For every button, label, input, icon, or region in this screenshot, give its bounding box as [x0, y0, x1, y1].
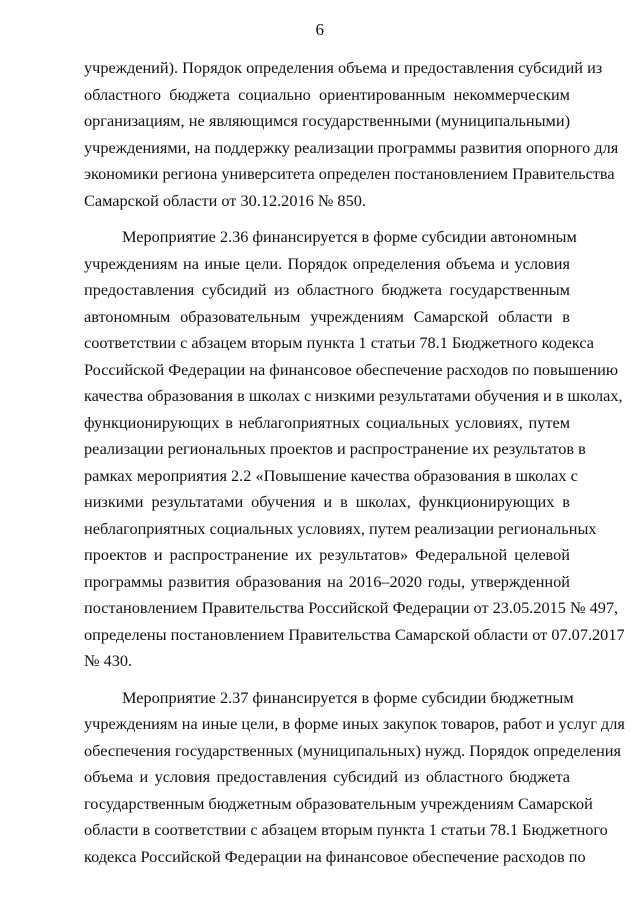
text-line: организациям, не являющимся государственными (муниципальными) — [84, 111, 570, 130]
text-line: № 430. — [84, 651, 133, 670]
text-line: Мероприятие 2.36 финансируется в форме субсидии автономным — [122, 227, 577, 246]
text-line: программы развития образования на 2016–2020 годы, утвержденной — [84, 571, 570, 591]
text-line: учреждениями, на поддержку реализации программы развития опорного для — [84, 137, 619, 157]
text-line: рамках мероприятия 2.2 «Повышение качества образования в школах с — [84, 465, 578, 485]
text-line: соответствии с абзацем вторым пункта 1 статьи 78.1 Бюджетного кодекса — [84, 333, 595, 352]
text-line: экономики региона университета определен постановлением Правительства — [84, 164, 615, 183]
text-line: государственным бюджетным образовательным учреждениям Самарской — [84, 793, 593, 813]
text-line: автономным образовательным учреждениям Самарской области в — [84, 306, 570, 326]
paragraph — [84, 55, 619, 214]
text-line: качества образования в школах с низкими результатами обучения и в школах, — [84, 386, 623, 405]
page-number: 6 — [315, 20, 325, 39]
paragraph — [84, 685, 625, 871]
text-line: учреждениям на иные цели, в форме иных закупок товаров, работ и услуг для — [84, 714, 625, 733]
text-line: предоставления субсидий из областного бюджета государственным — [84, 280, 570, 299]
text-line: неблагоприятных социальных условиях, путем реализации региональных — [84, 518, 597, 538]
text-line: Российской Федерации на финансовое обеспечение расходов по повышению — [84, 359, 619, 379]
paragraph-gap — [84, 675, 570, 685]
text-line: области в соответствии с абзацем вторым пункта 1 статьи 78.1 Бюджетного — [84, 820, 608, 839]
text-line: учреждений). Порядок определения объема и предоставления субсидий из — [84, 58, 603, 77]
text-line: проектов и распространение их результатов» Федеральной целевой — [84, 545, 570, 564]
text-line: определены постановлением Правительства Самарской области от 07.07.2017 — [84, 624, 625, 644]
text-line: областного бюджета социально ориентированным некоммерческим — [84, 84, 570, 104]
paragraph-gap — [84, 214, 570, 224]
text-line: Самарской области от 30.12.2016 № 850. — [84, 190, 366, 210]
paragraph — [84, 224, 625, 675]
text-line: учреждениям на иные цели. Порядок определения объема и условия — [84, 253, 570, 273]
text-line: объема и условия предоставления субсидий из областного бюджета — [84, 767, 570, 786]
text-line: кодекса Российской Федерации на финансовое обеспечение расходов по — [84, 846, 586, 866]
text-line: реализации региональных проектов и распространение их результатов в — [84, 439, 586, 458]
text-line: обеспечения государственных (муниципальных) нужд. Порядок определения — [84, 740, 621, 760]
text-line: Мероприятие 2.37 финансируется в форме субсидии бюджетным — [122, 687, 574, 707]
text-line: низкими результатами обучения и в школах, функционирующих в — [84, 492, 570, 511]
document-body — [84, 55, 625, 870]
text-line: постановлением Правительства Российской Федерации от 23.05.2015 № 497, — [84, 598, 619, 617]
text-line: функционирующих в неблагоприятных социальных условиях, путем — [84, 412, 570, 432]
